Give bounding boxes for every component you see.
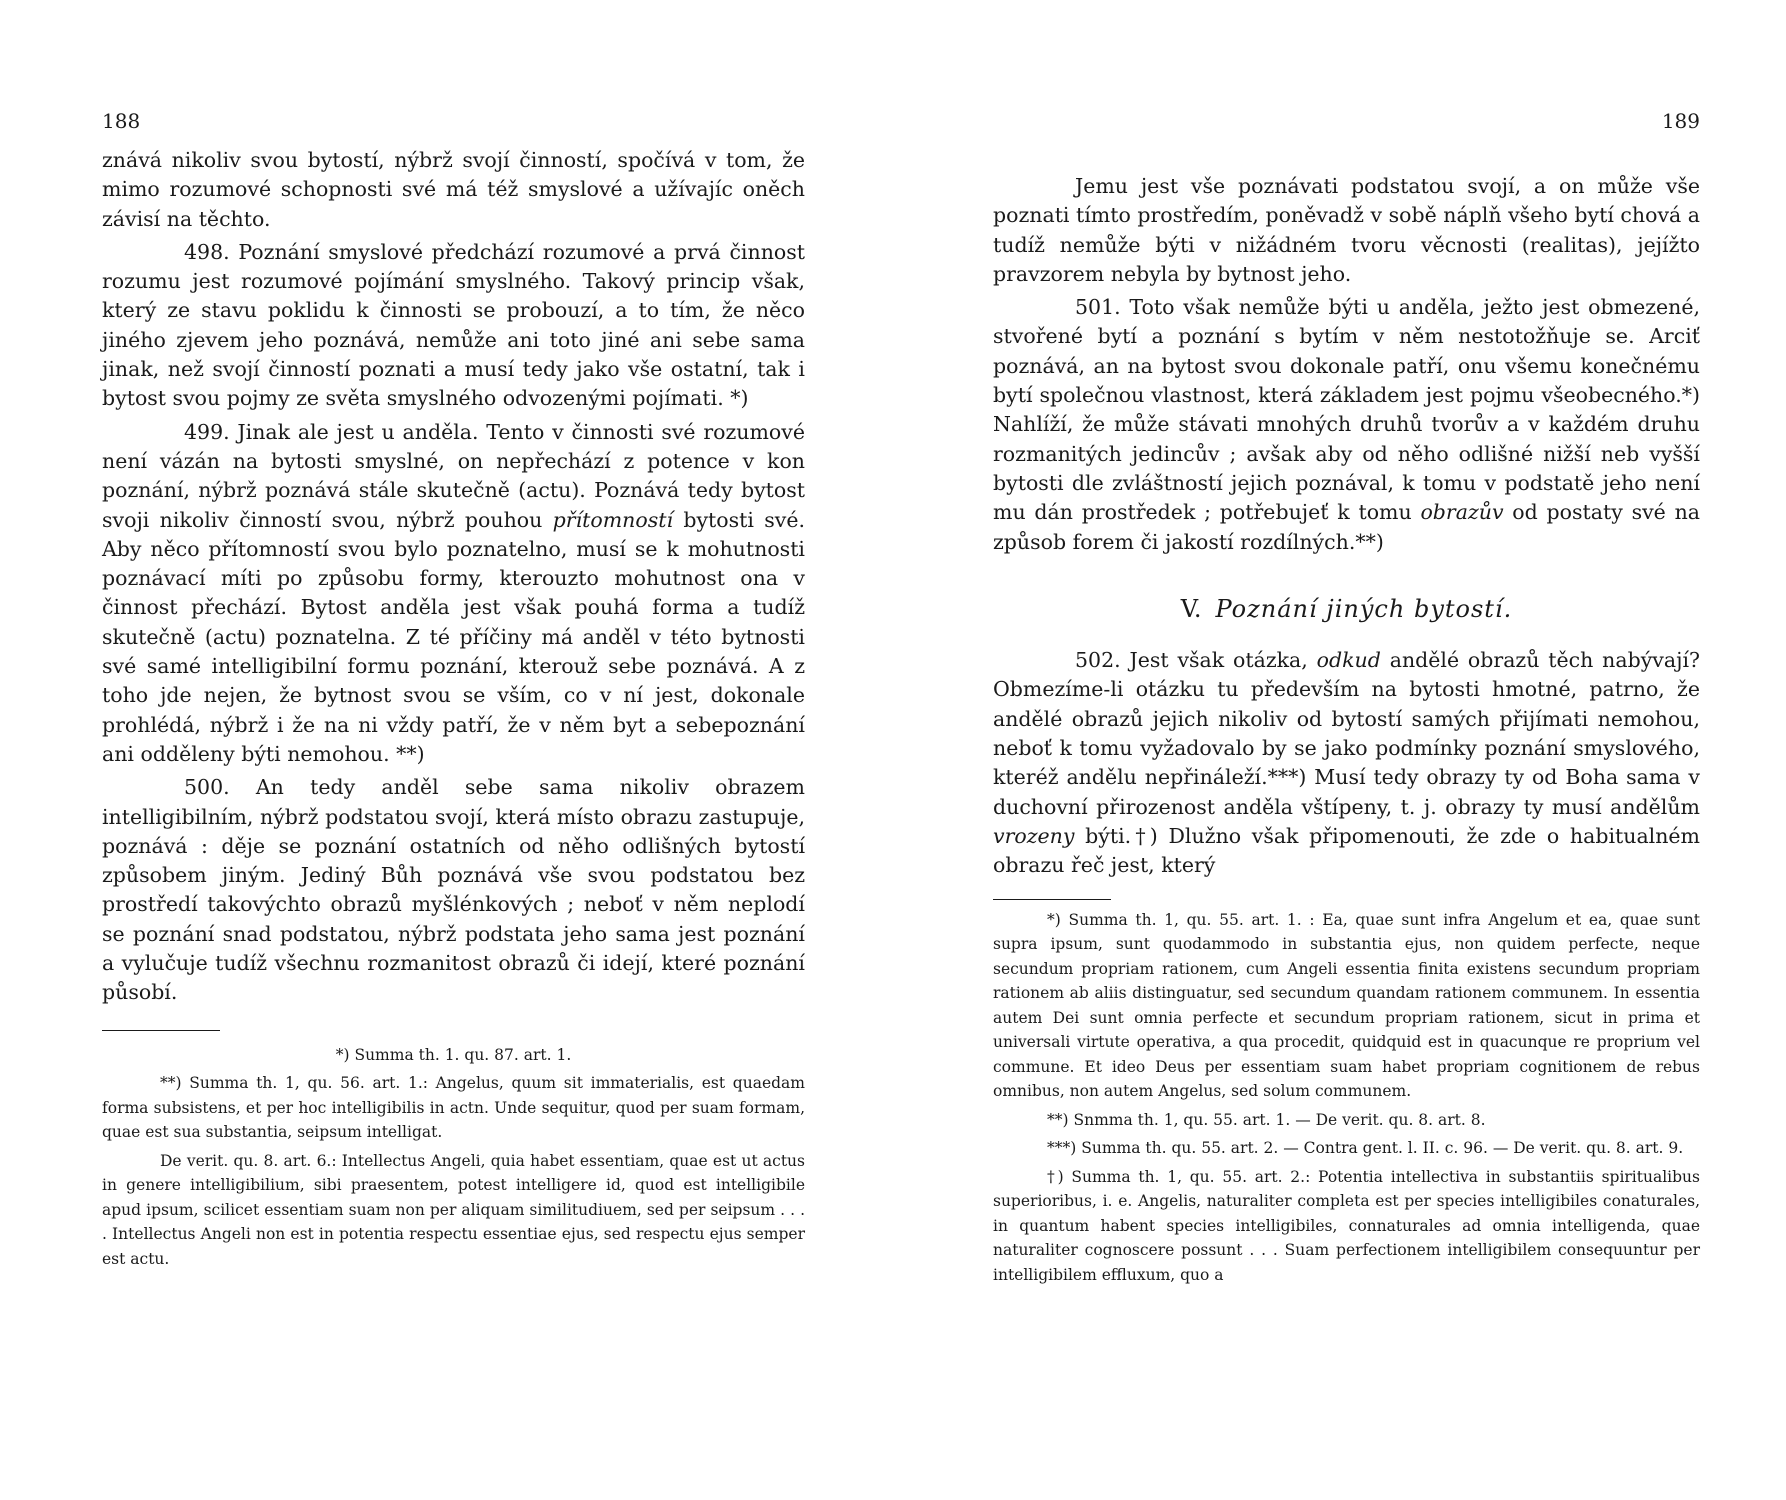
paragraph-502-part-a: 502. Jest však otázka, xyxy=(1075,648,1317,673)
paragraph-502-part-b: andělé obrazů těch nabývají? Obmezíme-li otázku tu především na bytosti hmotné, patrno, že andělé obrazů jejich nikoliv od bytostí samých přijímati nemohou, neboť k tomu vyžadovalo by se jako podmínky poznání smyslového, kteréž andělu nepřináleží.***) Musí tedy obrazy ty od Boha sama v duchovní přirozenost anděla vštípeny, t. j. obrazy ty musí andělům xyxy=(993,648,1701,819)
paragraph-502-part-c: býti.†) Dlužno však připomenouti, že zde o habitualném obrazu řeč jest, který xyxy=(993,823,1700,878)
paragraph-499-part-a: 499. Jinak ale jest u anděla. Tento v činnosti své rozumové není vázán na bytosti smyslné, on nepřechází z potence v kon poznání, nýbrž poznává stále skutečně (actu). Poznává tedy bytost svoji nikoliv činností svou, nýbrž pouhou xyxy=(102,419,805,532)
paragraph-501-emphasis: obrazův xyxy=(1420,500,1504,525)
paragraph-continuation: znává nikoliv svou bytostí, nýbrž svojí činností, spočívá v tom, že mimo rozumové schopnosti své má též smyslové a užívajíc oněch závisí na těchto. xyxy=(102,148,805,231)
paragraph-499 xyxy=(102,418,805,770)
footnote-right-3: ***) Summa th. qu. 55. art. 2. — Contra gent. l. II. c. 96. — De verit. qu. 8. art. 9. xyxy=(1047,1139,1684,1158)
paragraph-501 xyxy=(993,293,1700,557)
page-number-left: 188 xyxy=(102,109,141,133)
footnote-divider-right xyxy=(993,899,1111,900)
left-body xyxy=(102,146,805,1008)
paragraph-502-emphasis-2: vrozeny xyxy=(993,823,1075,848)
paragraph-501-part-a: 501. Toto však nemůže býti u anděla, ježto jest obmezené, stvořené bytí a poznání s bytím v něm nestotožňuje se. Arciť poznává, an na bytost svou dokonale patří, onu všemu konečnému bytí společnou vlastnost, která základem jest pojmu všeobecného.*) Nahlíží, že může stávati mnohých druhů tvorův a v každém druhu rozmanitých jedincův ; avšak aby od něho odlišné nižší neb vyšší bytosti dle zvláštností jejich poznával, k tomu v podstatě jeho není mu dán prostředek ; potřebujeť k tomu xyxy=(993,295,1700,525)
paragraph-499-emphasis: přítomností xyxy=(552,507,674,532)
right-page xyxy=(893,0,1786,1500)
footnote-left-1: *) Summa th. 1. qu. 87. art. 1. xyxy=(335,1045,572,1064)
paragraph-500: 500. An tedy anděl sebe sama nikoliv obrazem intelligibilním, nýbrž podstatou svojí, která místo obrazu zastupuje, poznává : děje se poznání ostatních od něho odlišných bytostí způsobem jiným. Jediný Bůh poznává vše svou podstatou bez prostředí takovýchto obrazů myšlénkových ; neboť v něm neplodí se poznání snad podstatou, nýbrž podstata jeho sama jest poznání a vylučuje tudíž všechnu rozmanitost obrazů či idejí, které poznání působí. xyxy=(102,775,805,1005)
paragraph-499-part-b: bytosti své. Aby něco přítomností svou bylo poznatelno, musí se k mohutnosti poznávací míti po způsobu formy, kterouzto mohutnost ona v činnost přechází. Bytost anděla jest však pouhá forma a tudíž skutečně (actu) poznatelna. Z té příčiny má anděl v této bytnosti své samé intelligibilní formu poznání, kterouž sebe poznává. A z toho jde nejen, že bytnost svou se vším, co v ní jest, dokonale prohlédá, nýbrž i že na ni vždy patří, že v něm byt a sebepoznání ani odděleny býti nemohou. **) xyxy=(102,507,805,766)
right-body xyxy=(993,172,1700,881)
paragraph-continuation-right: Jemu jest vše poznávati podstatou svojí, a on může vše poznati tímto prostředím, poněvadž v sobě náplň všeho bytí chová a tudíž nemůže býti v nižádném tvoru věcnosti (realitas), jejížto pravzorem nebyla by bytnost jeho. xyxy=(993,174,1700,286)
footnote-left-2: **) Summa th. 1, qu. 56. art. 1.: Angelus, quum sit immaterialis, est quaedam forma subsistens, et per hoc intelligibilis in actn. Unde sequitur, quod per suam formam, quae est sua substantia, seipsum intelligat. xyxy=(102,1074,805,1142)
section-number: V. xyxy=(1180,594,1202,623)
paragraph-501-part-b: od postaty své na způsob forem či jakostí rozdílných.**) xyxy=(993,500,1701,554)
footnote-right-2: **) Snmma th. 1, qu. 55. art. 1. — De verit. qu. 8. art. 8. xyxy=(1047,1110,1486,1129)
page-number-right: 189 xyxy=(1661,109,1700,133)
paragraph-502-emphasis-1: odkud xyxy=(1316,648,1381,673)
paragraph-502 xyxy=(993,646,1700,880)
section-heading xyxy=(993,595,1700,624)
footnotes-left xyxy=(102,1043,805,1272)
paragraph-498: 498. Poznání smyslové předchází rozumové a prvá činnost rozumu jest rozumové pojímání smyslného. Takový princip však, který ze stavu poklidu k činnosti se probouzí, a to tím, že něco jiného zjevem jeho poznává, nemůže ani toto jiné ani sebe sama jinak, než svojí činností poznati a musí tedy jako vše ostatní, tak i bytost svou pojmy ze světa smyslného odvozenými pojímati. *) xyxy=(102,239,805,411)
section-title: Poznání jiných bytostí. xyxy=(1215,594,1513,623)
footnotes-right xyxy=(993,908,1700,1288)
footnote-right-1: *) Summa th. 1, qu. 55. art. 1. : Ea, quae sunt infra Angelum et ea, quae sunt supra ipsum, sunt quodammodo in substantia ejus, non quidem perfecte, neque secundum propriam rationem, cum Angeli essentia finita existens secundum propriam rationem ab aliis distinguatur, sed secundum quandam rationem communem. In essentia autem Dei sunt omnia perfecte et secundum propriam rationem, sicut in prima et universali virtute operativa, a qua procedit, quidquid est in quacunque re proprium vel commune. Et ideo Deus per essentiam suam habet propriam cognitionem de rebus omnibus, non autem Angelus, sed solum communem. xyxy=(993,910,1700,1101)
footnote-left-3: De verit. qu. 8. art. 6.: Intellectus Angeli, quia habet essentiam, quae est ut actus in genere intelligibilium, sibi praesentem, potest intelligere id, quod est intelligibile apud ipsum, scilicet essentiam suam non per aliquam similitudiuem, sed per seipsum . . . . Intellectus Angeli non est in potentia respectu essentiae ejus, sed respectu ejus semper est actu. xyxy=(102,1151,805,1268)
footnote-right-4: †) Summa th. 1, qu. 55. art. 2.: Potentia intellectiva in substantiis spiritualibus superioribus, i. e. Angelis, naturaliter completa est per species intelligibiles conaturales, in quantum habent species intelligibiles, connaturales ad omnia intelligenda, quae naturaliter cognoscere possunt . . . Suam perfectionem intelligibilem consequuntur per intelligibilem effluxum, quo a xyxy=(993,1167,1700,1284)
footnote-divider-left xyxy=(102,1030,220,1031)
